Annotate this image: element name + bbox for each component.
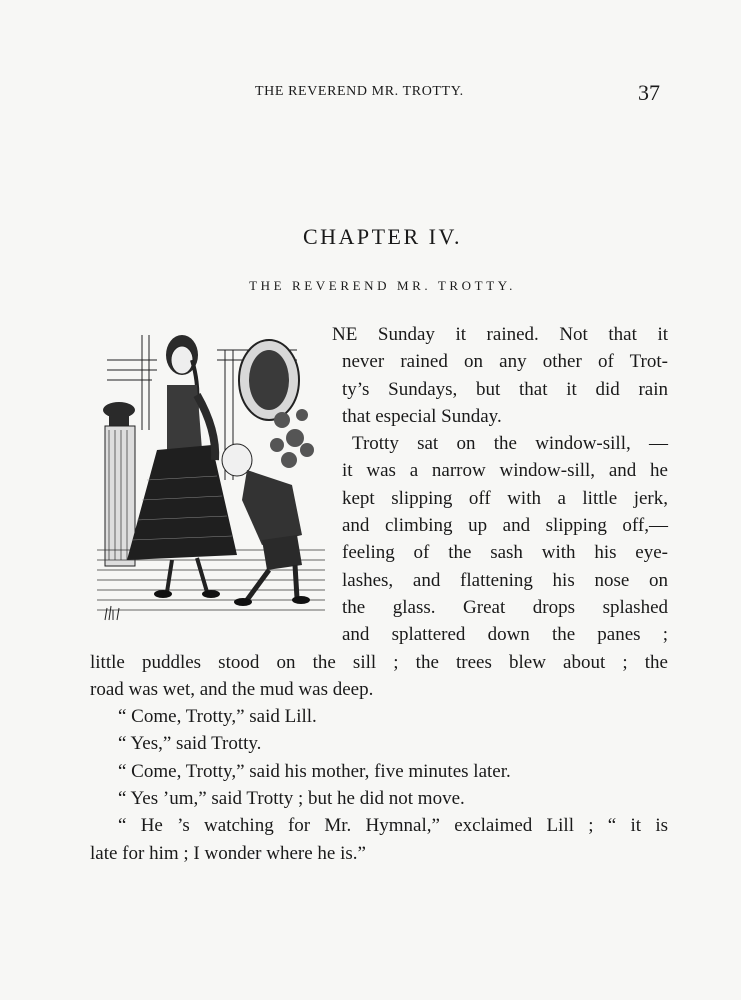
- text-line: ty’s Sundays, but that it did rain: [342, 378, 668, 400]
- text-line: “ Yes,” said Trotty.: [118, 733, 262, 755]
- text-line: road was wet, and the mud was deep.: [90, 678, 374, 700]
- text-line: “ Come, Trotty,” said Lill.: [118, 706, 317, 728]
- text-line: never rained on any other of Trot-: [342, 351, 668, 373]
- text-line: Trotty sat on the window-sill, —: [352, 433, 668, 455]
- text-line: kept slipping off with a little jerk,: [342, 487, 668, 509]
- body-text: [90, 321, 668, 867]
- text-line: “ Yes ’um,” said Trotty ; but he did not move.: [118, 788, 465, 810]
- text-line: feeling of the sash with his eye-: [342, 542, 668, 564]
- text-line: it was a narrow window-sill, and he: [342, 460, 668, 482]
- text-line: “ Come, Trotty,” said his mother, five minutes later.: [118, 760, 511, 782]
- text-line: and splattered down the panes ;: [342, 624, 668, 646]
- text-line: lashes, and flattening his nose on: [342, 569, 668, 591]
- text-line: “ He ’s watching for Mr. Hymnal,” exclaimed Lill ; “ it is: [118, 815, 668, 837]
- text-line: and climbing up and slipping off,—: [342, 515, 668, 537]
- chapter-title: CHAPTER IV.: [302, 224, 463, 249]
- chapter-subtitle: THE REVEREND MR. TROTTY.: [249, 278, 516, 293]
- running-head: THE REVEREND MR. TROTTY.: [255, 84, 464, 99]
- text-line: late for him ; I wonder where he is.”: [90, 842, 366, 864]
- page-number: 37: [638, 80, 660, 105]
- text-line: NE Sunday it rained. Not that it: [332, 324, 668, 345]
- text-line: that especial Sunday.: [342, 405, 502, 427]
- text-line: little puddles stood on the sill ; the trees blew about ; the: [90, 651, 668, 673]
- text-line: the glass. Great drops splashed: [342, 596, 668, 618]
